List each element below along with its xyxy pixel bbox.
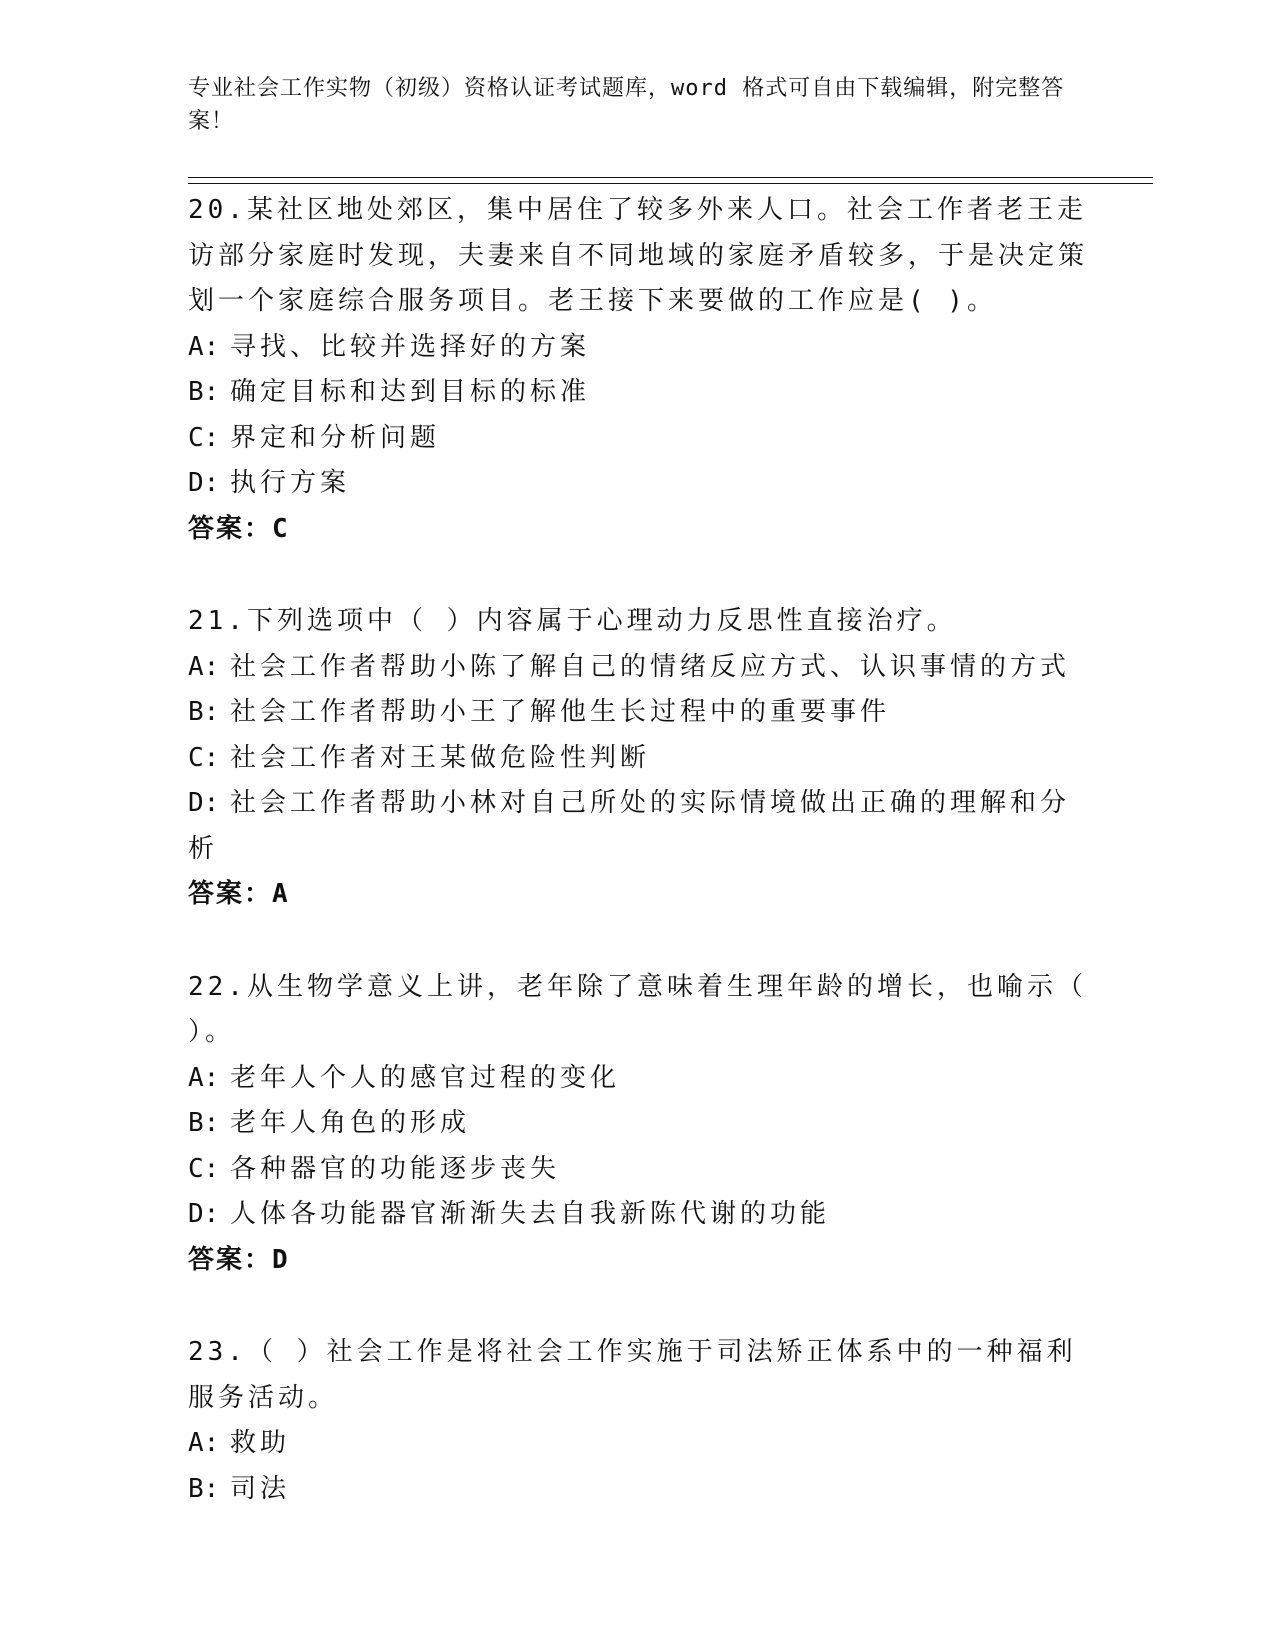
option-b — [188, 1101, 1088, 1147]
option-letter: D: — [188, 1199, 220, 1229]
question-23 — [188, 1330, 1088, 1512]
option-text: 社会工作者帮助小林对自己所处的实际情境做出正确的理解和分析 — [188, 788, 1071, 864]
question-21 — [188, 599, 1088, 918]
option-text: 执行方案 — [230, 468, 351, 498]
answer-label: 答案： — [188, 513, 273, 544]
option-a — [188, 325, 1088, 371]
question-stem: 21.下列选项中（ ）内容属于心理动力反思性直接治疗。 — [188, 606, 957, 636]
option-b — [188, 1467, 1088, 1513]
option-b — [188, 370, 1088, 416]
option-letter: A: — [188, 1062, 220, 1093]
option-letter: C: — [188, 422, 220, 453]
option-letter: D: — [188, 788, 220, 818]
answer-value: C — [272, 513, 290, 544]
option-b — [188, 690, 1088, 736]
header-divider-bottom — [188, 183, 1153, 184]
question-list — [188, 188, 1088, 1512]
answer-label: 答案： — [188, 1244, 273, 1275]
option-text: 救助 — [230, 1428, 291, 1458]
option-text: 司法 — [230, 1473, 291, 1504]
option-letter: B: — [188, 1108, 220, 1138]
header-divider-top — [188, 177, 1153, 178]
answer-line — [188, 1238, 1088, 1284]
option-text: 社会工作者帮助小王了解他生长过程中的重要事件 — [230, 697, 891, 727]
option-d — [188, 781, 1088, 872]
option-text: 界定和分析问题 — [230, 422, 441, 453]
option-text: 社会工作者对王某做危险性判断 — [230, 742, 651, 773]
option-text: 人体各功能器官渐渐失去自我新陈代谢的功能 — [230, 1199, 831, 1229]
option-letter: C: — [188, 742, 220, 773]
question-stem: 22.从生物学意义上讲，老年除了意味着生理年龄的增长，也喻示（ ）。 — [188, 971, 1087, 1047]
option-a — [188, 645, 1088, 691]
option-text: 老年人个人的感官过程的变化 — [230, 1062, 621, 1093]
option-a — [188, 1421, 1088, 1467]
option-text: 寻找、比较并选择好的方案 — [230, 331, 591, 362]
option-letter: C: — [188, 1153, 220, 1184]
document-header: 专业社会工作实物（初级）资格认证考试题库，word 格式可自由下载编辑，附完整答案！ — [188, 76, 1065, 134]
option-c — [188, 736, 1088, 782]
question-22 — [188, 965, 1088, 1284]
answer-label: 答案： — [188, 879, 273, 909]
answer-line — [188, 872, 1088, 918]
question-stem: 20.某社区地处郊区，集中居住了较多外来人口。社会工作者老王走访部分家庭时发现，夫妻来自不同地域的家庭矛盾较多，于是决定策划一个家庭综合服务项目。老王接下来要做的工作应是( )。 — [188, 195, 1089, 316]
option-letter: B: — [188, 1473, 220, 1504]
option-letter: D: — [188, 468, 220, 498]
question-stem: 23.（ ）社会工作是将社会工作实施于司法矫正体系中的一种福利服务活动。 — [188, 1337, 1077, 1413]
option-letter: B: — [188, 697, 220, 727]
question-20 — [188, 188, 1088, 552]
option-c — [188, 416, 1088, 462]
option-text: 确定目标和达到目标的标准 — [230, 377, 591, 407]
option-letter: A: — [188, 1428, 220, 1458]
option-d — [188, 461, 1088, 507]
option-c — [188, 1147, 1088, 1193]
option-d — [188, 1192, 1088, 1238]
option-a — [188, 1056, 1088, 1102]
answer-value: D — [272, 1244, 290, 1275]
option-text: 各种器官的功能逐步丧失 — [230, 1153, 561, 1184]
option-letter: B: — [188, 377, 220, 407]
option-text: 社会工作者帮助小陈了解自己的情绪反应方式、认识事情的方式 — [230, 651, 1071, 682]
option-text: 老年人角色的形成 — [230, 1108, 471, 1138]
answer-value: A — [272, 879, 290, 909]
answer-line — [188, 507, 1088, 553]
option-letter: A: — [188, 651, 220, 682]
option-letter: A: — [188, 331, 220, 362]
